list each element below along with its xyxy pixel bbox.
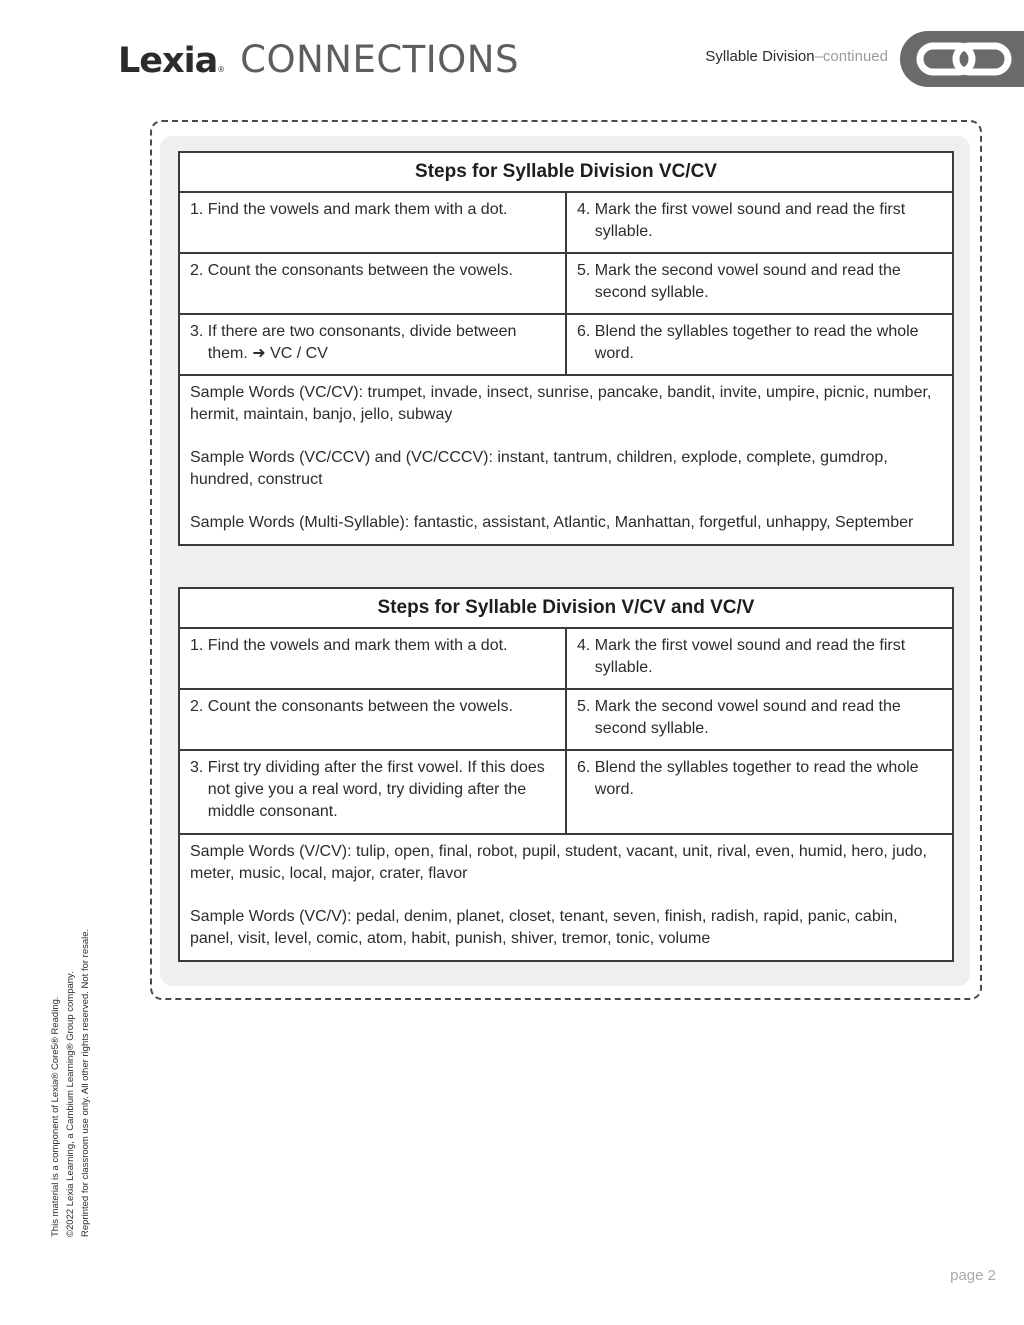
step-cell bbox=[566, 192, 953, 253]
step-cell bbox=[566, 314, 953, 375]
registered-mark: ® bbox=[218, 65, 225, 74]
step-number: 6. bbox=[577, 323, 591, 340]
step-number: 6. bbox=[577, 759, 591, 776]
step-cell bbox=[179, 628, 566, 689]
step-text: First try dividing after the first vowel. If this does not give you a real word, try dividing after the middle consonant. bbox=[207, 759, 545, 820]
page-title bbox=[705, 48, 888, 65]
step-text: Mark the second vowel sound and read the second syllable. bbox=[594, 262, 901, 301]
step-cell bbox=[179, 192, 566, 253]
table-title: Steps for Syllable Division V/CV and VC/V bbox=[179, 588, 953, 628]
step-text: Mark the first vowel sound and read the first syllable. bbox=[594, 201, 906, 240]
sample-words: Sample Words (V/CV): tulip, open, final, robot, pupil, student, vacant, unit, rival, even, humid, hero, judo, meter, music, local, major, crater, flavor bbox=[190, 843, 927, 882]
steps-table-vccv bbox=[178, 151, 954, 546]
brand-logo bbox=[118, 38, 519, 88]
page-number: page 2 bbox=[950, 1267, 996, 1284]
step-cell bbox=[179, 689, 566, 750]
step-cell bbox=[566, 689, 953, 750]
copyright-line: Reprinted for classroom use only. All other rights reserved. Not for resale. bbox=[80, 928, 91, 1237]
step-number: 5. bbox=[577, 698, 591, 715]
step-text: Blend the syllables together to read the whole word. bbox=[594, 759, 919, 798]
step-cell bbox=[566, 253, 953, 314]
step-text: Mark the first vowel sound and read the first syllable. bbox=[594, 637, 906, 676]
product-name: CONNECTIONS bbox=[240, 38, 519, 81]
step-text: Blend the syllables together to read the whole word. bbox=[594, 323, 919, 362]
copyright-line: This material is a component of Lexia® Core5® Reading. bbox=[50, 996, 61, 1237]
step-number: 3. bbox=[190, 759, 204, 776]
step-cell bbox=[566, 750, 953, 834]
sample-words-cell bbox=[179, 375, 953, 545]
copyright-notice bbox=[48, 907, 93, 1237]
step-number: 4. bbox=[577, 637, 591, 654]
sample-words-cell bbox=[179, 834, 953, 961]
step-number: 4. bbox=[577, 201, 591, 218]
step-number: 3. bbox=[190, 323, 204, 340]
step-number: 2. bbox=[190, 698, 204, 715]
chain-link-icon bbox=[916, 41, 1016, 77]
chain-tab bbox=[900, 31, 1024, 87]
sample-words: Sample Words (VC/CV): trumpet, invade, insect, sunrise, pancake, bandit, invite, umpire, picnic, number, hermit, maintain, banjo, jello, subway bbox=[190, 384, 932, 423]
page-title-suffix: –continued bbox=[814, 48, 888, 65]
step-number: 2. bbox=[190, 262, 204, 279]
step-text: If there are two consonants, divide between them. ➜ VC / CV bbox=[207, 323, 517, 362]
step-text: Find the vowels and mark them with a dot. bbox=[207, 637, 508, 654]
steps-table-vcv bbox=[178, 587, 954, 962]
step-text: Count the consonants between the vowels. bbox=[207, 698, 513, 715]
lexia-logo: Lexia bbox=[118, 41, 218, 81]
sample-words: Sample Words (VC/CCV) and (VC/CCCV): instant, tantrum, children, explode, complete, gumdrop, hundred, construct bbox=[190, 449, 888, 488]
step-number: 1. bbox=[190, 637, 204, 654]
step-number: 5. bbox=[577, 262, 591, 279]
step-cell bbox=[179, 750, 566, 834]
step-text: Mark the second vowel sound and read the second syllable. bbox=[594, 698, 901, 737]
sample-words: Sample Words (VC/V): pedal, denim, planet, closet, tenant, seven, finish, radish, rapid, panic, cabin, panel, visit, level, comic, atom, habit, punish, shiver, tremor, tonic, volume bbox=[190, 908, 898, 947]
table-title: Steps for Syllable Division VC/CV bbox=[179, 152, 953, 192]
step-cell bbox=[566, 628, 953, 689]
page-title-main: Syllable Division bbox=[705, 48, 815, 65]
sample-words: Sample Words (Multi-Syllable): fantastic, assistant, Atlantic, Manhattan, forgetful, unhappy, September bbox=[190, 514, 914, 531]
step-text: Count the consonants between the vowels. bbox=[207, 262, 513, 279]
copyright-line: ©2022 Lexia Learning, a Cambium Learning® Group company. bbox=[65, 971, 76, 1237]
step-cell bbox=[179, 253, 566, 314]
step-number: 1. bbox=[190, 201, 204, 218]
step-text: Find the vowels and mark them with a dot. bbox=[207, 201, 508, 218]
step-cell bbox=[179, 314, 566, 375]
